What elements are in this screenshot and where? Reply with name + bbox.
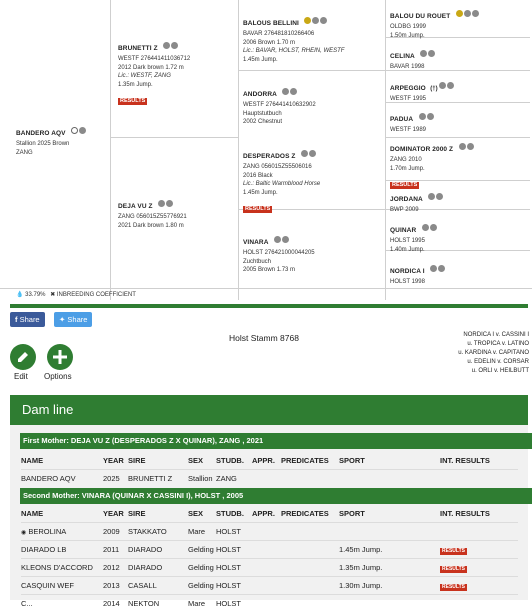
horse-icon: [282, 88, 289, 95]
pedigree-dds[interactable]: [390, 219, 437, 254]
cell-studbook: HOLST: [216, 523, 252, 541]
pedigree-dam-sire[interactable]: [243, 145, 320, 215]
ss-name[interactable]: BALOUS BELLINI: [243, 20, 299, 27]
horse-icon: [163, 42, 170, 49]
award-icon: [304, 17, 311, 24]
pedigree-dsd[interactable]: [390, 188, 443, 215]
mare-icon: ◉: [21, 530, 26, 536]
cell-sex: Mare: [188, 595, 216, 612]
col-sire: SIRE: [128, 505, 188, 523]
stamm-line: u. ORLI v. HEILBUTT: [458, 367, 529, 376]
award-icon: [456, 10, 463, 17]
cell-sex: Mare: [188, 523, 216, 541]
sd-info: 2002 Chestnut: [243, 118, 316, 127]
cell-studbook: HOLST: [216, 541, 252, 559]
sire-results-badge[interactable]: RESULTS: [118, 98, 147, 105]
col-sire: SIRE: [128, 452, 188, 470]
check-icon: [309, 150, 316, 157]
cell-year: 2025: [103, 470, 128, 488]
cell-studbook: HOLST: [216, 577, 252, 595]
table-row[interactable]: [21, 577, 518, 595]
results-badge[interactable]: RESULTS: [440, 584, 467, 591]
check-icon: [282, 236, 289, 243]
check-icon: [79, 127, 86, 134]
check-icon: [427, 113, 434, 120]
dam-reg: ZANG 056015Z55776921: [118, 213, 187, 222]
cell-year: 2011: [103, 541, 128, 559]
horse-icon: [422, 224, 429, 231]
col-sex: SEX: [188, 505, 216, 523]
ssd-reg: BAVAR 1998: [390, 63, 435, 72]
edit-label: Edit: [14, 372, 28, 381]
sds-name[interactable]: ARPEGGIO: [390, 85, 426, 92]
twitter-icon: ✦: [59, 315, 65, 324]
results-badge[interactable]: RESULTS: [440, 566, 467, 573]
horse-name-link[interactable]: BANDERO AQV: [21, 470, 103, 488]
sd-reg: WESTF 276441410632902: [243, 101, 316, 110]
cell-studbook: HOLST: [216, 559, 252, 577]
ds-results-badge[interactable]: RESULTS: [243, 206, 272, 213]
cell-sport: [339, 523, 440, 541]
ds-info: 2016 Black: [243, 172, 320, 181]
subject-line1: Stallion 2025 Brown: [16, 140, 86, 149]
col-sex: SEX: [188, 452, 216, 470]
cell-approval: [252, 595, 281, 612]
dam-info: 2021 Dark brown 1.80 m: [118, 222, 187, 231]
facebook-icon: f: [15, 315, 18, 324]
plus-icon: [47, 344, 73, 370]
deceased-marker: (†): [430, 86, 437, 92]
section-divider: [10, 304, 528, 308]
first-mother-header: [20, 433, 532, 449]
cell-approval: [252, 541, 281, 559]
drop-icon: 💧: [16, 292, 23, 298]
pedigree-dam-dam[interactable]: [243, 231, 315, 275]
sire-reg: WESTF 276441411036712: [118, 55, 190, 64]
sdd-name[interactable]: PADUA: [390, 116, 413, 123]
cell-sport: 1.30m Jump.: [339, 577, 440, 595]
cell-studbook: ZANG: [216, 470, 252, 488]
cell-results: [440, 523, 518, 541]
cell-year: 2012: [103, 559, 128, 577]
horse-icon: [439, 82, 446, 89]
pencil-icon: [10, 344, 36, 370]
horse-icon: [420, 50, 427, 57]
cell-predicates: [281, 523, 339, 541]
pedigree-chart: [0, 0, 532, 305]
stamm-line-list: [458, 331, 529, 376]
sire-lic: Lic.: WESTF, ZANG: [118, 73, 171, 79]
cell-sport: [339, 595, 440, 612]
ssd-name[interactable]: CELINA: [390, 53, 415, 60]
ds-reg: ZANG 056015Z55506016: [243, 163, 320, 172]
ss-lic: Lic.: BAVAR, HOLST, RHEIN, WESTF: [243, 48, 344, 54]
sire-sport: 1.35m Jump.: [118, 81, 190, 90]
ds-sport: 1.45m Jump.: [243, 189, 320, 198]
pedigree-sire-dam[interactable]: [243, 83, 316, 127]
cell-sex: Gelding: [188, 577, 216, 595]
col-sport: SPORT: [339, 505, 440, 523]
dd-name[interactable]: VINARA: [243, 239, 269, 246]
check-icon: [438, 265, 445, 272]
sire-name[interactable]: BRUNETTI Z: [118, 45, 158, 52]
sd-book: Hauptstutbuch: [243, 110, 316, 119]
col-approval: APPR.: [252, 452, 281, 470]
sire-link[interactable]: STAKKATO: [128, 523, 188, 541]
horse-icon: [301, 150, 308, 157]
results-badge[interactable]: RESULTS: [440, 548, 467, 555]
table-row[interactable]: [21, 523, 518, 541]
cell-approval: [252, 470, 281, 488]
check-icon: [472, 10, 479, 17]
cell-year: 2013: [103, 577, 128, 595]
subject-name[interactable]: BANDERO AQV: [16, 130, 66, 137]
dss-name[interactable]: DOMINATOR 2000 Z: [390, 146, 453, 153]
ss-reg: BAVAR 276481810266406: [243, 30, 344, 39]
cell-sex: Stallion: [188, 470, 216, 488]
pedigree-dam[interactable]: [118, 195, 187, 230]
horse-icon: [428, 193, 435, 200]
sire-link[interactable]: BRUNETTI Z: [128, 470, 188, 488]
horse-name-link[interactable]: [21, 523, 103, 541]
twitter-share-label: Share: [67, 315, 87, 324]
cell-predicates: [281, 595, 339, 612]
ss-info: 2006 Brown 1.70 m: [243, 39, 344, 48]
sire-link[interactable]: DIARADO: [128, 541, 188, 559]
col-year: YEAR: [103, 452, 128, 470]
horse-name-link[interactable]: DIARADO LB: [21, 541, 103, 559]
cell-predicates: [281, 541, 339, 559]
table-header-row: [21, 452, 518, 470]
sss-name[interactable]: BALOU DU ROUET: [390, 13, 450, 20]
damline-header: [10, 395, 528, 425]
col-name: NAME: [21, 452, 103, 470]
col-name: NAME: [21, 505, 103, 523]
cell-approval: [252, 559, 281, 577]
pedigree-sds[interactable]: [390, 77, 454, 104]
cell-sport: [339, 470, 440, 488]
horse-icon: [158, 200, 165, 207]
pedigree-sdd[interactable]: [390, 108, 434, 135]
dd-reg: HOLST 276421000044205: [243, 249, 315, 258]
dds-sport: 1.40m Jump.: [390, 246, 437, 255]
check-icon: [320, 17, 327, 24]
col-sport: SPORT: [339, 452, 440, 470]
check-icon: [436, 193, 443, 200]
pedigree-subject[interactable]: [16, 122, 86, 157]
check-icon: [428, 50, 435, 57]
check-icon: [290, 88, 297, 95]
dss-reg: ZANG 2010: [390, 156, 474, 165]
horse-icon: [459, 143, 466, 150]
cell-sex: Gelding: [188, 559, 216, 577]
stamm-line: u. KARDINA v. CAPITANO: [458, 349, 529, 358]
col-int-results: INT. RESULTS: [440, 452, 518, 470]
check-icon: [467, 143, 474, 150]
cell-sport: 1.45m Jump.: [339, 541, 440, 559]
check-icon: [171, 42, 178, 49]
horse-name[interactable]: BEROLINA: [28, 527, 66, 536]
dss-results-badge[interactable]: RESULTS: [390, 182, 419, 189]
sds-reg: WESTF 1995: [390, 95, 454, 104]
second-mother-header: [20, 488, 532, 504]
dss-sport: 1.70m Jump.: [390, 165, 474, 174]
pedigree-ssd[interactable]: [390, 45, 435, 72]
horse-icon: [464, 10, 471, 17]
first-mother-table: [21, 452, 518, 487]
damline-title: Dam line: [22, 402, 73, 417]
table-row[interactable]: [21, 541, 518, 559]
options-label: Options: [44, 372, 72, 381]
facebook-share-label: Share: [20, 315, 40, 324]
col-predicates: PREDICATES: [281, 452, 339, 470]
cell-year: 2009: [103, 523, 128, 541]
ds-name[interactable]: DESPERADOS Z: [243, 153, 296, 160]
info-icon: [71, 127, 78, 134]
check-icon: [430, 224, 437, 231]
sdd-reg: WESTF 1989: [390, 126, 434, 135]
horse-icon: [419, 113, 426, 120]
sire-info: 2012 Dark brown 1.72 m: [118, 64, 190, 73]
dsd-name[interactable]: JORDANA: [390, 196, 423, 203]
cell-results: [440, 559, 518, 577]
cell-results: [440, 577, 518, 595]
inbreeding-label: INBREEDING COEFFICIENT: [57, 292, 136, 298]
cell-studbook: HOLST: [216, 595, 252, 612]
sire-link[interactable]: DIARADO: [128, 559, 188, 577]
pedigree-dss[interactable]: [390, 138, 474, 191]
col-year: YEAR: [103, 505, 128, 523]
twitter-share-button[interactable]: [54, 312, 92, 327]
edit-button[interactable]: [10, 344, 36, 370]
sd-name[interactable]: ANDORRA: [243, 91, 277, 98]
cell-predicates: [281, 577, 339, 595]
dds-reg: HOLST 1995: [390, 237, 437, 246]
pedigree-ddd[interactable]: [390, 260, 445, 287]
dd-info: 2005 Brown 1.73 m: [243, 266, 315, 275]
stamm-line: u. TROPICA v. LATINO: [458, 340, 529, 349]
first-mother-title: First Mother: DEJA VU Z (DESPERADOS Z X QUINAR), ZANG , 2021: [23, 436, 263, 445]
options-button[interactable]: [47, 344, 73, 370]
ddd-reg: HOLST 1998: [390, 278, 445, 287]
subject-line2: ZANG: [16, 149, 86, 158]
cell-sex: Gelding: [188, 541, 216, 559]
col-approval: APPR.: [252, 505, 281, 523]
pedigree-sire-sire[interactable]: [243, 12, 344, 64]
dd-book: Zuchtbuch: [243, 258, 315, 267]
cell-approval: [252, 523, 281, 541]
cell-results: [440, 541, 518, 559]
horse-icon: [312, 17, 319, 24]
horse-icon: [430, 265, 437, 272]
facebook-share-button[interactable]: [10, 312, 45, 327]
horse-icon: [274, 236, 281, 243]
sss-reg: OLDBG 1999: [390, 23, 479, 32]
sss-sport: 1.50m Jump.: [390, 32, 479, 41]
cell-predicates: [281, 559, 339, 577]
pedigree-sire[interactable]: [118, 37, 190, 107]
inbreeding-value: 33.79%: [25, 292, 45, 298]
cell-sport: 1.35m Jump.: [339, 559, 440, 577]
stamm-line: NORDICA I v. CASSINI I: [458, 331, 529, 340]
table-row[interactable]: [21, 559, 518, 577]
dam-name[interactable]: DEJA VU Z: [118, 203, 153, 210]
col-int-results: INT. RESULTS: [440, 505, 518, 523]
dsd-reg: BWP 2009: [390, 206, 443, 215]
dds-name[interactable]: QUINAR: [390, 227, 416, 234]
cell-results: [440, 470, 518, 488]
horse-name-link[interactable]: KLEONS D'ACCORD: [21, 559, 103, 577]
sire-link[interactable]: NEKTON: [128, 595, 188, 612]
cell-predicates: [281, 470, 339, 488]
pedigree-sss[interactable]: [390, 5, 479, 40]
sire-link[interactable]: CASALL: [128, 577, 188, 595]
check-icon: [447, 82, 454, 89]
cell-approval: [252, 577, 281, 595]
horse-name-link[interactable]: C...: [21, 595, 103, 612]
col-predicates: PREDICATES: [281, 505, 339, 523]
col-studbook: STUDB.: [216, 505, 252, 523]
table-row[interactable]: [21, 470, 518, 488]
table-header-row: [21, 505, 518, 523]
ds-lic: Lic.: Baltic Warmblood Horse: [243, 181, 320, 187]
ddd-name[interactable]: NORDICA I: [390, 268, 425, 275]
cell-results: [440, 595, 518, 612]
col-studbook: STUDB.: [216, 452, 252, 470]
check-icon: [166, 200, 173, 207]
table-row[interactable]: [21, 595, 518, 612]
dna-icon: ✖: [50, 292, 55, 298]
ss-sport: 1.45m Jump.: [243, 56, 344, 65]
horse-name-link[interactable]: CASQUIN WEF: [21, 577, 103, 595]
stamm-line: u. EDELIN v. CORSAR: [458, 358, 529, 367]
inbreeding-row: [16, 291, 136, 298]
stamm-title: Holst Stamm 8768: [229, 333, 299, 343]
cell-year: 2014: [103, 595, 128, 612]
second-mother-table: [21, 505, 518, 612]
second-mother-title: Second Mother: VINARA (QUINAR X CASSINI I), HOLST , 2005: [23, 491, 243, 500]
